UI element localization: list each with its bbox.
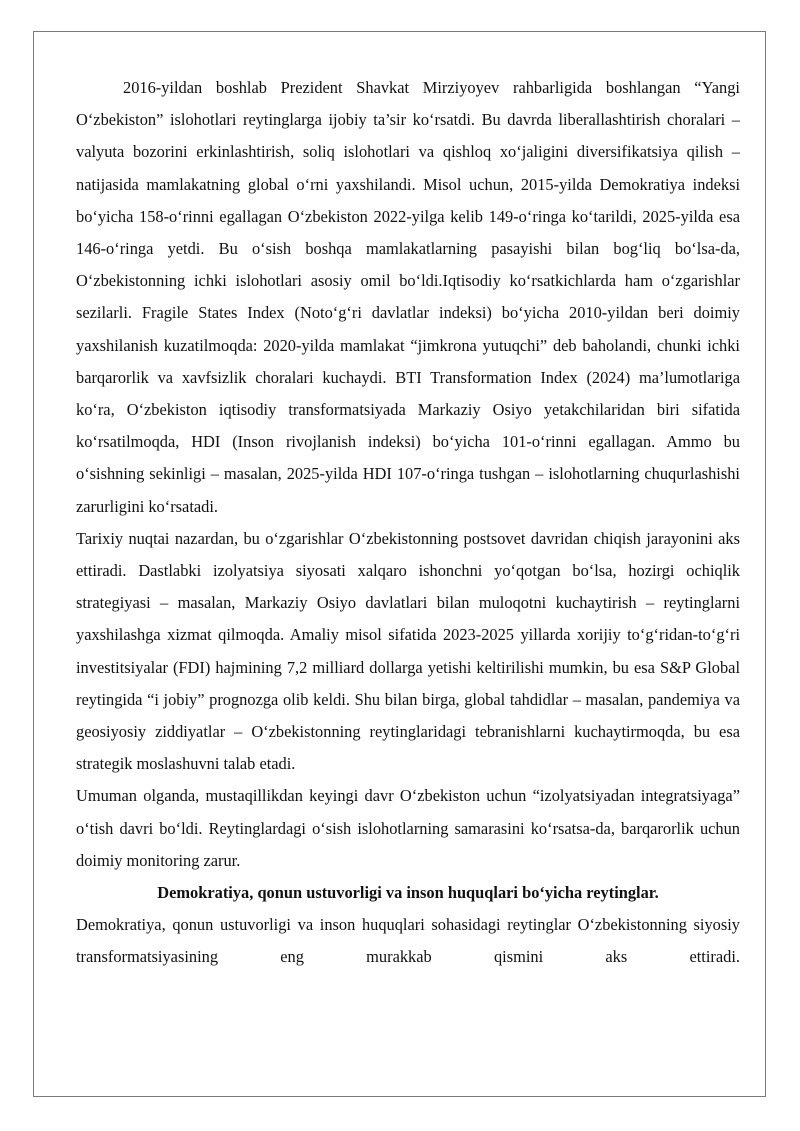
paragraph-section-intro: Demokratiya, qonun ustuvorligi va inson huquqlari sohasidagi reytinglar O‘zbekistonning siyosiy transformatsiyasining eng murakkab qismini aks ettiradi. [76, 915, 740, 967]
paragraph-summary: Umuman olganda, mustaqillikdan keyingi davr O‘zbekiston uchun “izolyatsiyadan integratsiyaga” o‘tish davri bo‘ldi. Reytinglardagi o‘sish islohotlarning samarasini ko‘rsatsa-da, barqarorlik uchun doimiy monitoring zarur. [76, 786, 740, 870]
paragraph-historical: Tarixiy nuqtai nazardan, bu o‘zgarishlar O‘zbekistonning postsovet davridan chiqish jarayonini aks ettiradi. Dastlabki izolyatsiya siyosati xalqaro ishonchni yo‘qotgan bo‘lsa, hozirgi ochiqlik strategiyasi – masalan, Markaziy Osiyo davlatlari bilan muloqotni kuchaytirish – reytinglarni yaxshilashga xizmat qilmoqda. Amaliy misol sifatida 2023-2025 yillarda xorijiy to‘g‘ridan-to‘g‘ri investitsiyalar (FDI) hajmining 7,2 milliard dollarga yetishi keltirilishi mumkin, bu esa S&P Global reytingida “i jobiy” prognozga olib keldi. Shu bilan birga, global tahdidlar – masalan, pandemiya va geosiyosiy ziddiyatlar – O‘zbekistonning reytinglaridagi tebranishlarni kuchaytirmoqda, bu esa strategik moslashuvni talab etadi. [76, 528, 740, 774]
section-heading: Demokratiya, qonun ustuvorligi va inson huquqlari bo‘yicha reytinglar. [157, 883, 659, 903]
paragraph-reforms: 2016-yildan boshlab Prezident Shavkat Mirziyoyev rahbarligida boshlangan “Yangi O‘zbekiston” islohotlari reytinglarga ijobiy ta’sir ko‘rsatdi. Bu davrda liberallashtirish choralari – valyuta bozorini erkinlashtirish, soliq islohotlari va qishloq xo‘jaligini diversifikatsiya qilish – natijasida mamlakatning global o‘rni yaxshilandi. Misol uchun, 2015-yilda Demokratiya indeksi bo‘yicha 158-o‘rinni egallagan O‘zbekiston 2022-yilga kelib 149-o‘ringa ko‘tarildi, 2025-yilda esa 146-o‘ringa yetdi. Bu o‘sish boshqa mamlakatlarning pasayishi bilan bog‘liq bo‘lsa-da, O‘zbekistonning ichki islohotlari asosiy omil bo‘ldi.Iqtisodiy ko‘rsatkichlarda ham o‘zgarishlar sezilarli. Fragile States Index (Noto‘g‘ri davlatlar indeksi) bo‘yicha 2010-yildan beri doimiy yaxshilanish kuzatilmoqda: 2020-yilda mamlakat “jimkrona yutuqchi” deb baholandi, chunki ichki barqarorlik va xavfsizlik choralari kuchaydi. BTI Transformation Index (2024) ma’lumotlariga ko‘ra, O‘zbekiston iqtisodiy transformatsiyada Markaziy Osiyo yetakchilaridan biri sifatida ko‘rsatilmoqda, HDI (Inson rivojlanish indeksi) bo‘yicha 101-o‘rinni egallagan. Ammo bu o‘sishning sekinligi – masalan, 2025-yilda HDI 107-o‘ringa tushgan – islohotlarning chuqurlashishi zarurligini ko‘rsatadi. [76, 78, 740, 516]
document-body [76, 72, 740, 974]
